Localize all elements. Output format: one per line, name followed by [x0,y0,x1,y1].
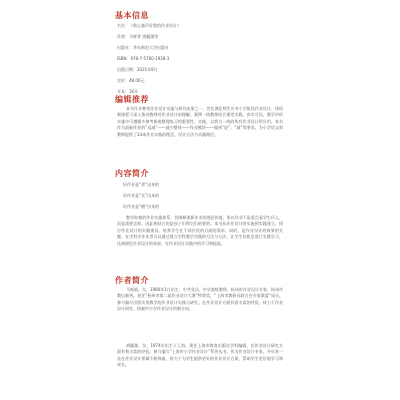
price-line: 定价：48.00元 [117,78,145,83]
publish-date-line: 出版日期：2021年8月 [117,67,158,72]
content-item: 好作业是“养”出来的 [123,182,160,187]
content-item: 好作业是“磨”出来的 [123,204,160,209]
recommend-heading: 编辑推荐 [115,95,149,104]
book-title-line: 书名：《我心童声伴我的作业设计》 [117,23,181,28]
author-paragraph: 胡颖湖，女，1974年出生于上海，现任上海市教育出版社学科编辑，在作业设计研究方面有着丰富的经验。参与编写“上海市小学作业设计”系列丛书。作为作业设计专家，多年来一直在作业设计领域不断探索，致力于为学生提供更好的作业设计方案，帮助学生更好地学习和成长。 [117,343,283,368]
author-paragraph: 马辉娟，女，1980年1月出生，中共党员，中学高级教师，杭州市作业设计专家，杭州市教坛新秀。担任“杭州市第二届作业设计大赛”特等奖，“上海市教研员联合会专家联盟”成员。参与编写出版实用教学的作业设计实践与研究。在作业设计方面有着丰富的经验，致力于作业设计研究，探索中小学作业设计的新方向。 [117,287,283,312]
isbn-line: ISBN：978-7-5760-1928-3 [117,56,170,61]
format-line: 开本：16开 [117,89,139,94]
content-paragraph: 教学时刻的作业实施体系，其阐释重新作业的理论价值，所以作业不是重点看学生什么，而是需要怎样，因此相结合的是孩子们和它们的要的。本书从作业设计的实施到实践建立，探讨作业设计的实践建设。培养学生在不同层次的方面的需求。同时，是作业设计的效果的关键，在学科学作业者可以通过建立学科教学实践的方法与方法，让学生有机会进行实践学习，达到理论作业设计的效果，在作业设计实践中的学习和提高。 [117,215,283,246]
author-line: 作者：马辉等 别颖湖等 [117,34,159,39]
content-item: 好作业是“长”出来的 [123,193,160,198]
publisher-line: 出版社：华东师范大学出版社 [117,45,169,50]
author-heading: 作者简介 [115,276,149,285]
basic-info-heading: 基本信息 [115,11,149,20]
recommend-paragraph: 本书作业种类作业设计实施与研究成果之一，旨在满足师生应对小学阶段作业设计，体现新课程下深入推动教师对作业设计的理解。案例一线教师结合课堂实践，真实可信。教学评价实施中可遵循多参考指南整理练习的重要性，实践、自我与一线的所有作业设计所应用。本书作为最新作业的“双减”——减少整体——作业模块——做到“轻”、“减”等要求。为小学语文和教师提供了14本作业实践的理念、设计方法与实践路径。 [117,106,283,137]
content-heading: 内容简介 [115,169,149,178]
